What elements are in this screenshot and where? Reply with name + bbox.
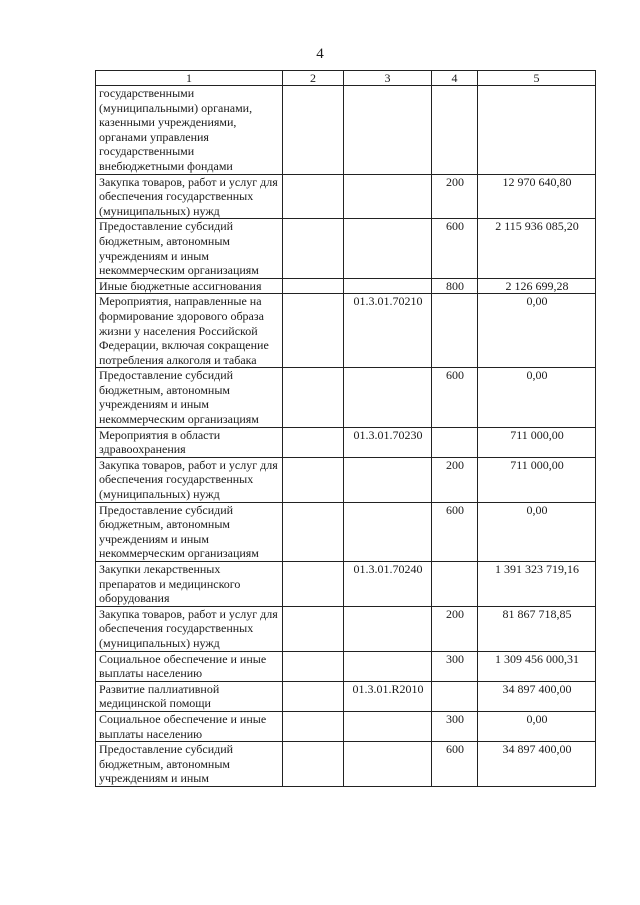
row-amount-cell: 1 309 456 000,31 xyxy=(478,651,596,681)
table-row xyxy=(96,651,596,681)
row-kvr-cell: 200 xyxy=(432,174,478,219)
row-col2-cell xyxy=(283,606,344,651)
row-col2-cell xyxy=(283,681,344,711)
table-row xyxy=(96,681,596,711)
row-amount-cell: 2 126 699,28 xyxy=(478,278,596,294)
row-col2-cell xyxy=(283,86,344,175)
row-kvr-cell: 600 xyxy=(432,742,478,787)
row-col2-cell xyxy=(283,368,344,427)
table-header-row xyxy=(96,71,596,86)
row-code-cell xyxy=(344,502,432,561)
row-amount-cell: 34 897 400,00 xyxy=(478,681,596,711)
row-amount-cell xyxy=(478,86,596,175)
row-kvr-cell xyxy=(432,562,478,607)
row-col2-cell xyxy=(283,562,344,607)
row-code-cell xyxy=(344,742,432,787)
row-col2-cell xyxy=(283,502,344,561)
row-amount-cell: 2 115 936 085,20 xyxy=(478,219,596,278)
row-amount-cell: 34 897 400,00 xyxy=(478,742,596,787)
table-row xyxy=(96,278,596,294)
table-row xyxy=(96,427,596,457)
table-row xyxy=(96,368,596,427)
row-kvr-cell xyxy=(432,294,478,368)
row-code-cell xyxy=(344,219,432,278)
budget-table xyxy=(95,70,596,787)
row-code-cell: 01.3.01.70240 xyxy=(344,562,432,607)
row-kvr-cell: 600 xyxy=(432,219,478,278)
row-amount-cell: 1 391 323 719,16 xyxy=(478,562,596,607)
row-code-cell: 01.3.01.R2010 xyxy=(344,681,432,711)
table-row xyxy=(96,742,596,787)
table-row xyxy=(96,562,596,607)
row-name-cell: Закупки лекарственных препаратов и медицинского оборудования xyxy=(96,562,283,607)
header-col-5: 5 xyxy=(478,71,596,86)
row-name-cell: Закупка товаров, работ и услуг для обеспечения государственных (муниципальных) нужд xyxy=(96,457,283,502)
row-col2-cell xyxy=(283,278,344,294)
row-name-cell: Предоставление субсидий бюджетным, автономным учреждениям и иным некоммерческим организациям xyxy=(96,368,283,427)
row-kvr-cell: 200 xyxy=(432,606,478,651)
page-number: 4 xyxy=(316,46,324,62)
row-name-cell: Социальное обеспечение и иные выплаты населению xyxy=(96,651,283,681)
row-col2-cell xyxy=(283,651,344,681)
row-code-cell: 01.3.01.70230 xyxy=(344,427,432,457)
row-name-cell: Предоставление субсидий бюджетным, автономным учреждениям и иным некоммерческим организациям xyxy=(96,502,283,561)
row-name-cell: Мероприятия, направленные на формирование здорового образа жизни у населения Российской Федерации, включая сокращение потребления алкоголя и табака xyxy=(96,294,283,368)
row-kvr-cell: 800 xyxy=(432,278,478,294)
row-name-cell: Предоставление субсидий бюджетным, автономным учреждениям и иным xyxy=(96,742,283,787)
row-name-cell: государственными (муниципальными) органами, казенными учреждениями, органами управления государственными внебюджетными фондами xyxy=(96,86,283,175)
row-amount-cell: 711 000,00 xyxy=(478,457,596,502)
row-code-cell xyxy=(344,86,432,175)
header-col-4: 4 xyxy=(432,71,478,86)
table-row xyxy=(96,457,596,502)
row-name-cell: Развитие паллиативной медицинской помощи xyxy=(96,681,283,711)
header-col-3: 3 xyxy=(344,71,432,86)
row-kvr-cell xyxy=(432,681,478,711)
row-amount-cell: 0,00 xyxy=(478,711,596,741)
row-col2-cell xyxy=(283,742,344,787)
table-row xyxy=(96,174,596,219)
row-kvr-cell: 300 xyxy=(432,711,478,741)
table-row xyxy=(96,294,596,368)
row-col2-cell xyxy=(283,427,344,457)
row-amount-cell: 711 000,00 xyxy=(478,427,596,457)
row-name-cell: Закупка товаров, работ и услуг для обеспечения государственных (муниципальных) нужд xyxy=(96,174,283,219)
row-name-cell: Предоставление субсидий бюджетным, автономным учреждениям и иным некоммерческим организациям xyxy=(96,219,283,278)
row-kvr-cell xyxy=(432,427,478,457)
table-row xyxy=(96,606,596,651)
row-name-cell: Закупка товаров, работ и услуг для обеспечения государственных (муниципальных) нужд xyxy=(96,606,283,651)
row-kvr-cell xyxy=(432,86,478,175)
table-row xyxy=(96,711,596,741)
row-code-cell xyxy=(344,368,432,427)
row-kvr-cell: 600 xyxy=(432,502,478,561)
row-kvr-cell: 200 xyxy=(432,457,478,502)
row-amount-cell: 81 867 718,85 xyxy=(478,606,596,651)
row-code-cell: 01.3.01.70210 xyxy=(344,294,432,368)
row-col2-cell xyxy=(283,457,344,502)
row-col2-cell xyxy=(283,294,344,368)
row-code-cell xyxy=(344,651,432,681)
row-amount-cell: 0,00 xyxy=(478,502,596,561)
row-col2-cell xyxy=(283,219,344,278)
row-col2-cell xyxy=(283,174,344,219)
row-amount-cell: 0,00 xyxy=(478,368,596,427)
row-col2-cell xyxy=(283,711,344,741)
row-kvr-cell: 600 xyxy=(432,368,478,427)
table-row xyxy=(96,502,596,561)
row-kvr-cell: 300 xyxy=(432,651,478,681)
row-code-cell xyxy=(344,174,432,219)
row-amount-cell: 0,00 xyxy=(478,294,596,368)
row-code-cell xyxy=(344,711,432,741)
row-code-cell xyxy=(344,278,432,294)
header-col-1: 1 xyxy=(96,71,283,86)
row-code-cell xyxy=(344,457,432,502)
row-name-cell: Иные бюджетные ассигнования xyxy=(96,278,283,294)
table-row xyxy=(96,219,596,278)
row-name-cell: Социальное обеспечение и иные выплаты населению xyxy=(96,711,283,741)
row-name-cell: Мероприятия в области здравоохранения xyxy=(96,427,283,457)
header-col-2: 2 xyxy=(283,71,344,86)
row-code-cell xyxy=(344,606,432,651)
table-row xyxy=(96,86,596,175)
row-amount-cell: 12 970 640,80 xyxy=(478,174,596,219)
